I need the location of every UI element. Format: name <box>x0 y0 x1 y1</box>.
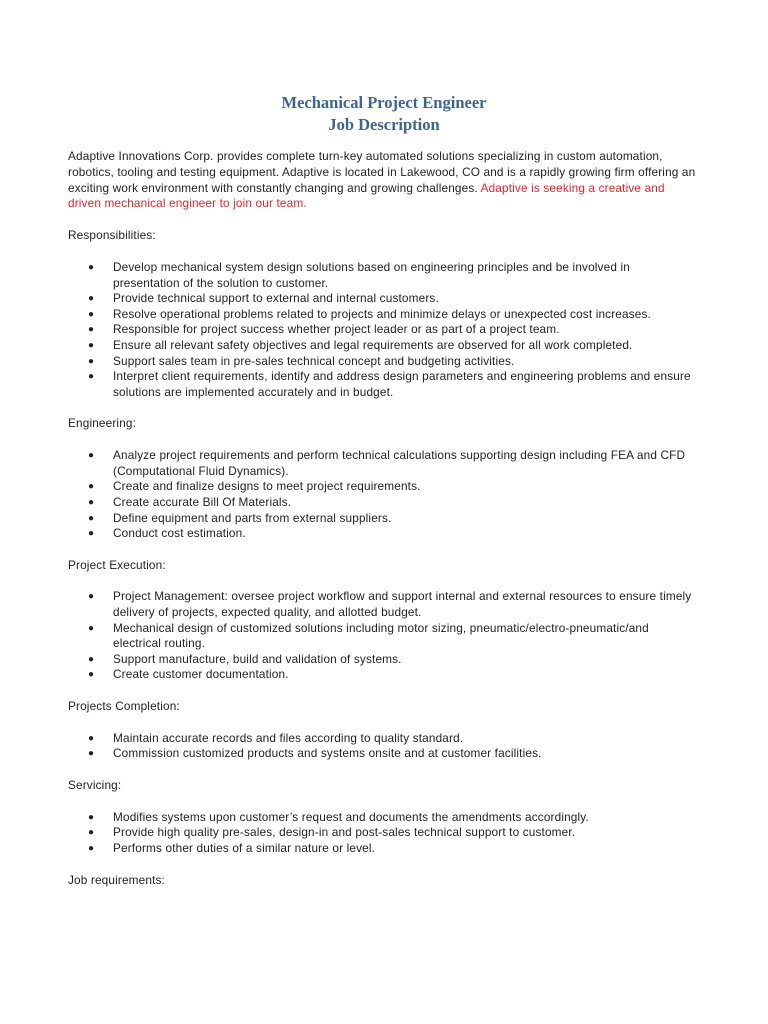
list-item <box>68 652 700 668</box>
list-item <box>68 338 700 354</box>
list-item-text: Create customer documentation. <box>113 667 289 682</box>
bullet-icon: ● <box>88 748 95 760</box>
title-line-1: Mechanical Project Engineer <box>281 93 487 112</box>
sections-container <box>68 228 700 888</box>
list-item <box>68 495 700 511</box>
bullet-list <box>68 731 700 762</box>
list-item-text: Ensure all relevant safety objectives and legal requirements are observed for all work completed. <box>113 337 633 352</box>
title-line-2: Job Description <box>328 115 440 134</box>
bullet-icon: ● <box>88 653 95 665</box>
bullet-list <box>68 260 700 400</box>
list-item-text: Mechanical design of customized solutions including motor sizing, pneumatic/electro-pneumatic/and electrical routing. <box>113 620 649 651</box>
list-item <box>68 479 700 495</box>
list-item-text: Resolve operational problems related to projects and minimize delays or unexpected cost increases. <box>113 306 651 321</box>
list-item-text: Support sales team in pre-sales technical concept and budgeting activities. <box>113 353 515 368</box>
list-item-text: Provide high quality pre-sales, design-in and post-sales technical support to customer. <box>113 825 576 840</box>
list-item-text: Define equipment and parts from external suppliers. <box>113 510 392 525</box>
list-item-text: Commission customized products and systems onsite and at customer facilities. <box>113 746 542 761</box>
list-item-text: Provide technical support to external and internal customers. <box>113 291 439 306</box>
bullet-icon: ● <box>88 669 95 681</box>
bullet-icon: ● <box>88 261 95 273</box>
bullet-icon: ● <box>88 732 95 744</box>
list-item <box>68 307 700 323</box>
section-heading: Servicing: <box>68 778 122 793</box>
list-item-text: Modifies systems upon customer’s request and documents the amendments accordingly. <box>113 809 589 824</box>
document-title <box>68 92 700 136</box>
list-item-text: Maintain accurate records and files according to quality standard. <box>113 730 464 745</box>
bullet-icon: ● <box>88 371 95 383</box>
list-item <box>68 322 700 338</box>
bullet-list <box>68 810 700 857</box>
bullet-icon: ● <box>88 496 95 508</box>
list-item-text: Project Management: oversee project workflow and support internal and external resources to ensure timely delivery of projects, expected quality, and allotted budget. <box>113 589 692 620</box>
list-item <box>68 589 700 620</box>
bullet-icon: ● <box>88 293 95 305</box>
intro-text: Adaptive Innovations Corp. provides complete turn-key automated solutions specializing in custom automation, robotics, tooling and testing equipment. Adaptive is located in Lakewood, CO and is a rapidly growing firm offering an exciting work environment with constantly changing and growing challenges. <box>68 149 696 195</box>
bullet-icon: ● <box>88 450 95 462</box>
bullet-icon: ● <box>88 355 95 367</box>
list-item-text: Conduct cost estimation. <box>113 526 246 541</box>
bullet-list <box>68 448 700 542</box>
list-item <box>68 354 700 370</box>
bullet-icon: ● <box>88 308 95 320</box>
list-item-text: Responsible for project success whether project leader or as part of a project team. <box>113 322 560 337</box>
list-item <box>68 746 700 762</box>
section-heading: Engineering: <box>68 416 137 431</box>
list-item <box>68 511 700 527</box>
bullet-icon: ● <box>88 528 95 540</box>
bullet-icon: ● <box>88 827 95 839</box>
intro-highlight: Adaptive is seeking a creative and driven mechanical engineer to join our team. <box>68 180 665 211</box>
list-item <box>68 841 700 857</box>
list-item <box>68 526 700 542</box>
list-item <box>68 448 700 479</box>
list-item-text: Interpret client requirements, identify and address design parameters and engineering problems and ensure solutions are implemented accurately and in budget. <box>113 369 691 399</box>
bullet-icon: ● <box>88 512 95 524</box>
section-heading: Responsibilities: <box>68 228 156 243</box>
list-item <box>68 667 700 683</box>
list-item <box>68 369 700 400</box>
bullet-icon: ● <box>88 843 95 855</box>
bullet-list <box>68 589 700 683</box>
list-item <box>68 731 700 747</box>
list-item <box>68 260 700 291</box>
bullet-icon: ● <box>88 622 95 634</box>
list-item <box>68 291 700 307</box>
document-page <box>68 92 700 904</box>
list-item <box>68 810 700 826</box>
list-item-text: Create accurate Bill Of Materials. <box>113 494 292 509</box>
intro-paragraph <box>68 149 700 212</box>
list-item-text: Develop mechanical system design solutions based on engineering principles and be involved in presentation of the solution to customer. <box>113 259 630 290</box>
list-item <box>68 621 700 652</box>
section-heading: Project Execution: <box>68 557 166 572</box>
list-item-text: Analyze project requirements and perform technical calculations supporting design including FEA and CFD (Computational Fluid Dynamics). <box>113 448 686 478</box>
list-item-text: Performs other duties of a similar nature or level. <box>113 841 376 856</box>
bullet-icon: ● <box>88 339 95 351</box>
list-item-text: Support manufacture, build and validation of systems. <box>113 651 402 666</box>
list-item-text: Create and finalize designs to meet project requirements. <box>113 479 421 494</box>
section-heading: Projects Completion: <box>68 699 180 714</box>
list-item <box>68 825 700 841</box>
bullet-icon: ● <box>88 811 95 823</box>
bullet-icon: ● <box>88 591 95 603</box>
bullet-icon: ● <box>88 481 95 493</box>
section-heading: Job requirements: <box>68 872 165 887</box>
bullet-icon: ● <box>88 324 95 336</box>
